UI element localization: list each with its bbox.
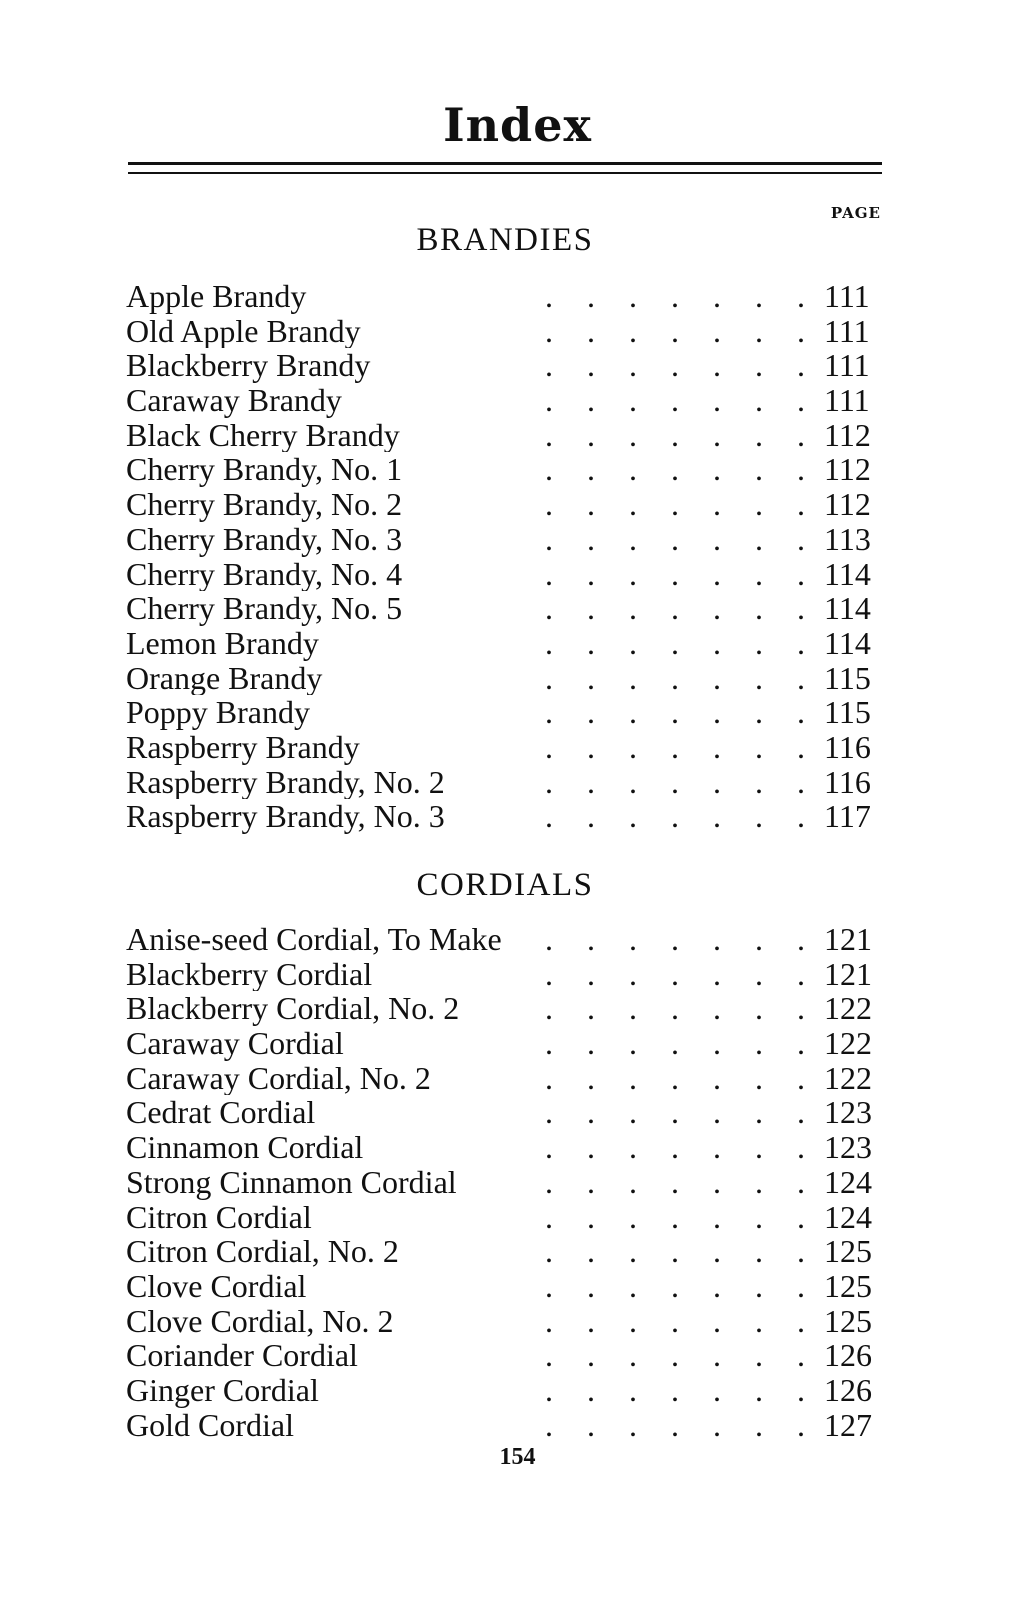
leader-dots: . . . . . . .	[545, 1094, 805, 1131]
entry-page-number: 125	[824, 1302, 872, 1339]
entry-page-number: 114	[824, 624, 871, 661]
entry-page-number: 116	[824, 763, 871, 800]
entry-name: Gold Cordial	[126, 1408, 300, 1443]
entry-page-number: 111	[824, 347, 870, 384]
leader-dots: . . . . . . .	[545, 1025, 805, 1062]
index-entry	[126, 991, 882, 1026]
entry-name: Cherry Brandy, No. 5	[126, 591, 408, 626]
entry-name: Orange Brandy	[126, 661, 328, 696]
entry-page-number: 123	[824, 1094, 872, 1131]
leader-dots: . . . . . . .	[545, 486, 805, 523]
entry-page-number: 123	[824, 1129, 872, 1166]
entry-page-number: 116	[824, 728, 871, 765]
leader-dots: . . . . . . .	[545, 1163, 805, 1200]
entry-name: Cherry Brandy, No. 4	[126, 557, 408, 592]
index-entry	[126, 314, 882, 349]
entry-page-number: 122	[824, 1059, 872, 1096]
index-entry	[126, 591, 882, 626]
entry-name: Cherry Brandy, No. 2	[126, 487, 408, 522]
entry-page-number: 121	[824, 921, 872, 957]
leader-dots: . . . . . . .	[545, 1302, 805, 1339]
page-column-label: PAGE	[830, 204, 881, 222]
entry-page-number: 112	[824, 416, 871, 453]
leader-dots: . . . . . . .	[545, 1059, 805, 1096]
index-entry	[126, 799, 882, 834]
entry-page-number: 112	[824, 451, 871, 488]
page-number: 154	[499, 1444, 536, 1470]
leader-dots: . . . . . . .	[545, 1129, 805, 1166]
entry-name: Blackberry Brandy	[126, 348, 376, 383]
entry-name: Old Apple Brandy	[126, 314, 367, 349]
index-entry	[126, 1026, 882, 1061]
entry-page-number: 126	[824, 1371, 872, 1408]
entry-name: Raspberry Brandy, No. 2	[126, 765, 451, 800]
title-rule-bottom	[128, 172, 882, 174]
entry-page-number: 113	[824, 520, 871, 557]
entry-name: Caraway Cordial, No. 2	[126, 1061, 437, 1096]
entry-page-number: 125	[824, 1267, 872, 1304]
entry-page-number: 112	[824, 486, 871, 523]
leader-dots: . . . . . . .	[545, 416, 805, 453]
entry-name: Cedrat Cordial	[126, 1095, 321, 1130]
index-entry	[126, 1408, 882, 1443]
index-entry	[126, 1095, 882, 1130]
entry-name: Coriander Cordial	[126, 1338, 364, 1373]
leader-dots: . . . . . . .	[545, 921, 805, 957]
entry-page-number: 111	[824, 278, 870, 314]
index-entry	[126, 1200, 882, 1235]
index-entry	[126, 1165, 882, 1200]
leader-dots: . . . . . . .	[545, 1371, 805, 1408]
index-entry	[126, 1373, 882, 1408]
entry-page-number: 117	[824, 798, 871, 835]
entry-name: Citron Cordial, No. 2	[126, 1234, 405, 1269]
index-entry	[126, 383, 882, 418]
entry-name: Blackberry Cordial	[126, 957, 378, 992]
leader-dots: . . . . . . .	[545, 1198, 805, 1235]
leader-dots: . . . . . . .	[545, 520, 805, 557]
index-entry	[126, 1234, 882, 1269]
leader-dots: . . . . . . .	[545, 1267, 805, 1304]
leader-dots: . . . . . . .	[545, 624, 805, 661]
entry-name: Anise-seed Cordial, To Make	[126, 922, 508, 957]
entry-name: Cinnamon Cordial	[126, 1130, 369, 1165]
entry-page-number: 115	[824, 659, 871, 696]
section-heading-cordials: CORDIALS	[416, 867, 594, 903]
entry-name: Clove Cordial	[126, 1269, 312, 1304]
index-entry	[126, 522, 882, 557]
entry-page-number: 114	[824, 590, 871, 627]
entry-name: Cherry Brandy, No. 3	[126, 522, 408, 557]
index-entry	[126, 661, 882, 696]
index-entry	[126, 452, 882, 487]
index-entry	[126, 348, 882, 383]
entry-name: Ginger Cordial	[126, 1373, 325, 1408]
leader-dots: . . . . . . .	[545, 555, 805, 592]
entry-page-number: 122	[824, 1025, 872, 1062]
entry-name: Caraway Cordial	[126, 1026, 350, 1061]
leader-dots: . . . . . . .	[545, 451, 805, 488]
entry-name: Poppy Brandy	[126, 695, 316, 730]
entry-name: Raspberry Brandy, No. 3	[126, 799, 451, 834]
leader-dots: . . . . . . .	[545, 728, 805, 765]
entry-page-number: 111	[824, 312, 870, 349]
entry-name: Raspberry Brandy	[126, 730, 366, 765]
index-entry	[126, 922, 882, 957]
entry-name: Clove Cordial, No. 2	[126, 1304, 400, 1339]
entry-name: Strong Cinnamon Cordial	[126, 1165, 463, 1200]
leader-dots: . . . . . . .	[545, 798, 805, 835]
leader-dots: . . . . . . .	[545, 659, 805, 696]
leader-dots: . . . . . . .	[545, 590, 805, 627]
entry-page-number: 115	[824, 694, 871, 731]
leader-dots: . . . . . . .	[545, 382, 805, 419]
leader-dots: . . . . . . .	[545, 278, 805, 314]
index-entry	[126, 730, 882, 765]
index-entry	[126, 957, 882, 992]
entry-name: Caraway Brandy	[126, 383, 348, 418]
leader-dots: . . . . . . .	[545, 312, 805, 349]
entry-page-number: 125	[824, 1233, 872, 1270]
entry-page-number: 122	[824, 990, 872, 1027]
entry-page-number: 124	[824, 1163, 872, 1200]
entry-page-number: 121	[824, 955, 872, 992]
entry-name: Blackberry Cordial, No. 2	[126, 991, 465, 1026]
section-heading-brandies: BRANDIES	[416, 222, 594, 258]
title-rule-top	[128, 162, 882, 165]
index-entry	[126, 1338, 882, 1373]
leader-dots: . . . . . . .	[545, 1233, 805, 1270]
index-entry	[126, 695, 882, 730]
index-entry	[126, 418, 882, 453]
entry-name: Apple Brandy	[126, 279, 312, 314]
index-entry	[126, 557, 882, 592]
leader-dots: . . . . . . .	[545, 990, 805, 1027]
leader-dots: . . . . . . .	[545, 763, 805, 800]
entry-page-number: 127	[824, 1406, 872, 1443]
cordials-list	[126, 922, 882, 1442]
entry-page-number: 111	[824, 382, 870, 419]
entry-page-number: 126	[824, 1337, 872, 1374]
leader-dots: . . . . . . .	[545, 1406, 805, 1443]
index-entry	[126, 626, 882, 661]
entry-name: Citron Cordial	[126, 1200, 318, 1235]
entry-name: Lemon Brandy	[126, 626, 325, 661]
index-entry	[126, 765, 882, 800]
entry-page-number: 124	[824, 1198, 872, 1235]
index-entry	[126, 1304, 882, 1339]
entry-name: Cherry Brandy, No. 1	[126, 452, 408, 487]
leader-dots: . . . . . . .	[545, 694, 805, 731]
entry-name: Black Cherry Brandy	[126, 418, 406, 453]
index-entry	[126, 1269, 882, 1304]
page-title: Index	[443, 98, 592, 152]
index-entry	[126, 487, 882, 522]
index-entry	[126, 1130, 882, 1165]
leader-dots: . . . . . . .	[545, 1337, 805, 1374]
entry-page-number: 114	[824, 555, 871, 592]
index-entry	[126, 1061, 882, 1096]
brandies-list	[126, 279, 882, 834]
leader-dots: . . . . . . .	[545, 347, 805, 384]
index-entry	[126, 279, 882, 314]
leader-dots: . . . . . . .	[545, 955, 805, 992]
